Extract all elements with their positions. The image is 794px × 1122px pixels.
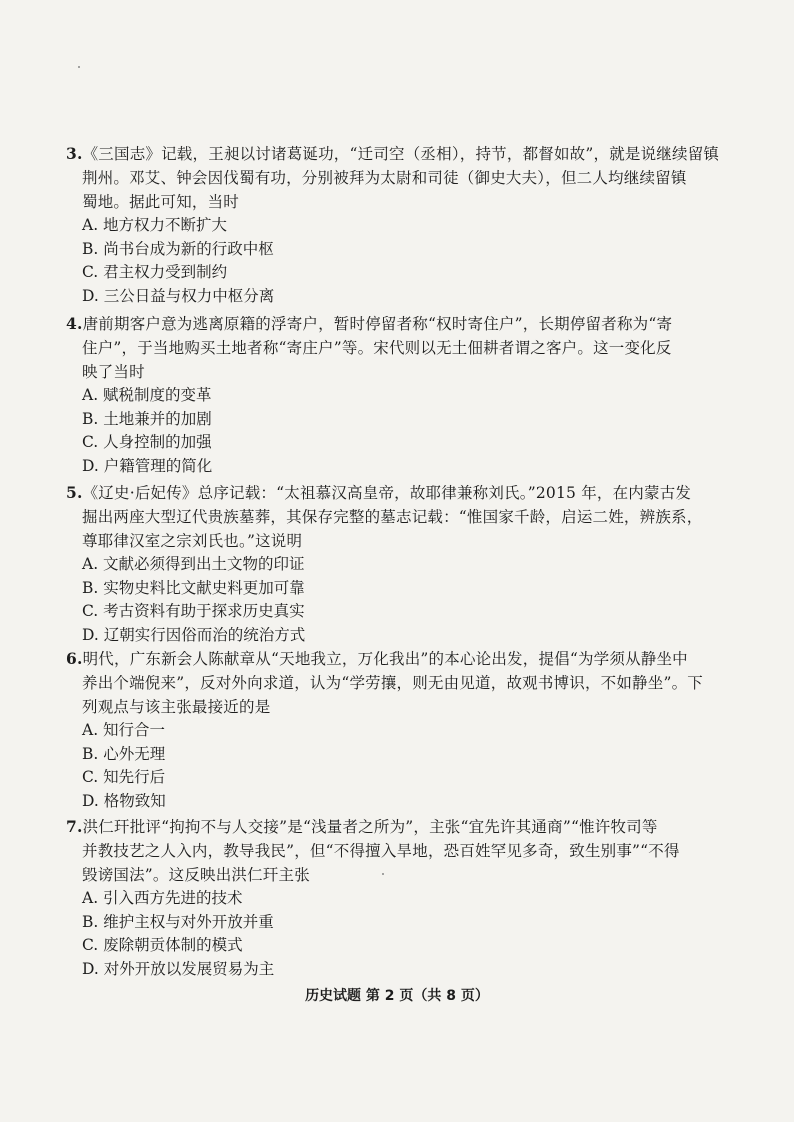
option-a: A. 引入西方先进的技术 [82,889,243,907]
question-number: 3. [66,144,83,163]
question-stem-line: 6.明代，广东新会人陈献章从“天地我立，万化我出”的本心论出发，提倡“为学须从静坐中 [66,649,688,668]
question-5 [66,481,706,647]
option-a: A. 知行合一 [82,721,166,739]
option-b: B. 实物史料比文献史料更加可靠 [82,578,305,597]
question-stem-line: 7.洪仁玕批评“拘拘不与人交接”是“浅量者之所为”，主张“宜先许其通商”“惟许牧司等 [66,817,658,836]
option-b: B. 尚书台成为新的行政中枢 [82,239,274,258]
question-stem-line: 映了当时 [82,363,145,381]
question-stem-line: 掘出两座大型辽代贵族墓葬，其保存完整的墓志记载：“惟国家千龄，启运二姓，辨族系， [82,508,703,526]
question-stem-line: 并教技艺之人入内，教导我民”，但“不得擅入旱地，恐百姓罕见多奇，致生别事”“不得 [82,842,680,860]
option-d: D. 格物致知 [82,791,166,810]
question-stem-line: 4.唐前期客户意为逃离原籍的浮寄户，暂时停留者称“权时寄住户”，长期停留者称为“寄 [66,314,673,333]
option-b: B. 土地兼并的加剧 [82,409,212,428]
question-6 [66,647,706,813]
question-stem-line: 毁谤国法”。这反映出洪仁玕主张 [82,866,310,884]
question-stem-line: 尊耶律汉室之宗刘氏也。”这说明 [82,532,303,550]
option-d: D. 三公日益与权力中枢分离 [82,286,275,305]
option-c: C. 考古资料有助于探求历史真实 [82,602,305,620]
option-d: D. 辽朝实行因俗而治的统治方式 [82,625,306,644]
question-number: 5. [66,483,83,502]
option-c: C. 君主权力受到制约 [82,263,228,281]
page-footer: 历史试题 第 2 页（共 8 页） [305,988,489,1004]
question-7 [66,815,706,981]
option-a: A. 地方权力不断扩大 [82,216,228,234]
option-c: C. 人身控制的加强 [82,433,212,451]
option-c: C. 废除朝贡体制的模式 [82,936,243,954]
option-b: B. 维护主权与对外开放并重 [82,912,274,931]
option-b: B. 心外无理 [82,744,166,763]
scan-speck [78,66,80,68]
question-number: 7. [66,817,83,836]
question-4 [66,312,706,478]
question-stem-line: 3.《三国志》记载，王昶以讨诸葛诞功，“迁司空（丞相），持节，都督如故”，就是说继续留镇 [66,144,720,163]
question-stem-line: 荆州。邓艾、钟会因伐蜀有功，分别被拜为太尉和司徒（御史大夫），但二人均继续留镇 [82,169,687,187]
option-d: D. 户籍管理的简化 [82,456,213,475]
question-3 [66,142,720,308]
question-stem-line: 5.《辽史·后妃传》总序记载：“太祖慕汉高皇帝，故耶律兼称刘氏。”2015 年，在内蒙古发 [66,483,692,502]
question-stem-line: 列观点与该主张最接近的是 [82,698,271,716]
question-stem-line: 蜀地。据此可知，当时 [82,193,240,211]
option-d: D. 对外开放以发展贸易为主 [82,959,275,978]
question-number: 4. [66,314,83,333]
question-number: 6. [66,649,83,668]
question-stem-line: 住户”，于当地购买土地者称“寄庄户”等。宋代则以无土佃耕者谓之客户。这一变化反 [82,339,672,357]
option-c: C. 知先行后 [82,768,166,786]
question-stem-line: 养出个端倪来”，反对外向求道，认为“学劳攘，则无由见道，故观书博识，不如静坐”。下 [82,674,703,692]
option-a: A. 文献必须得到出土文物的印证 [82,555,305,573]
option-a: A. 赋税制度的变革 [82,386,212,404]
